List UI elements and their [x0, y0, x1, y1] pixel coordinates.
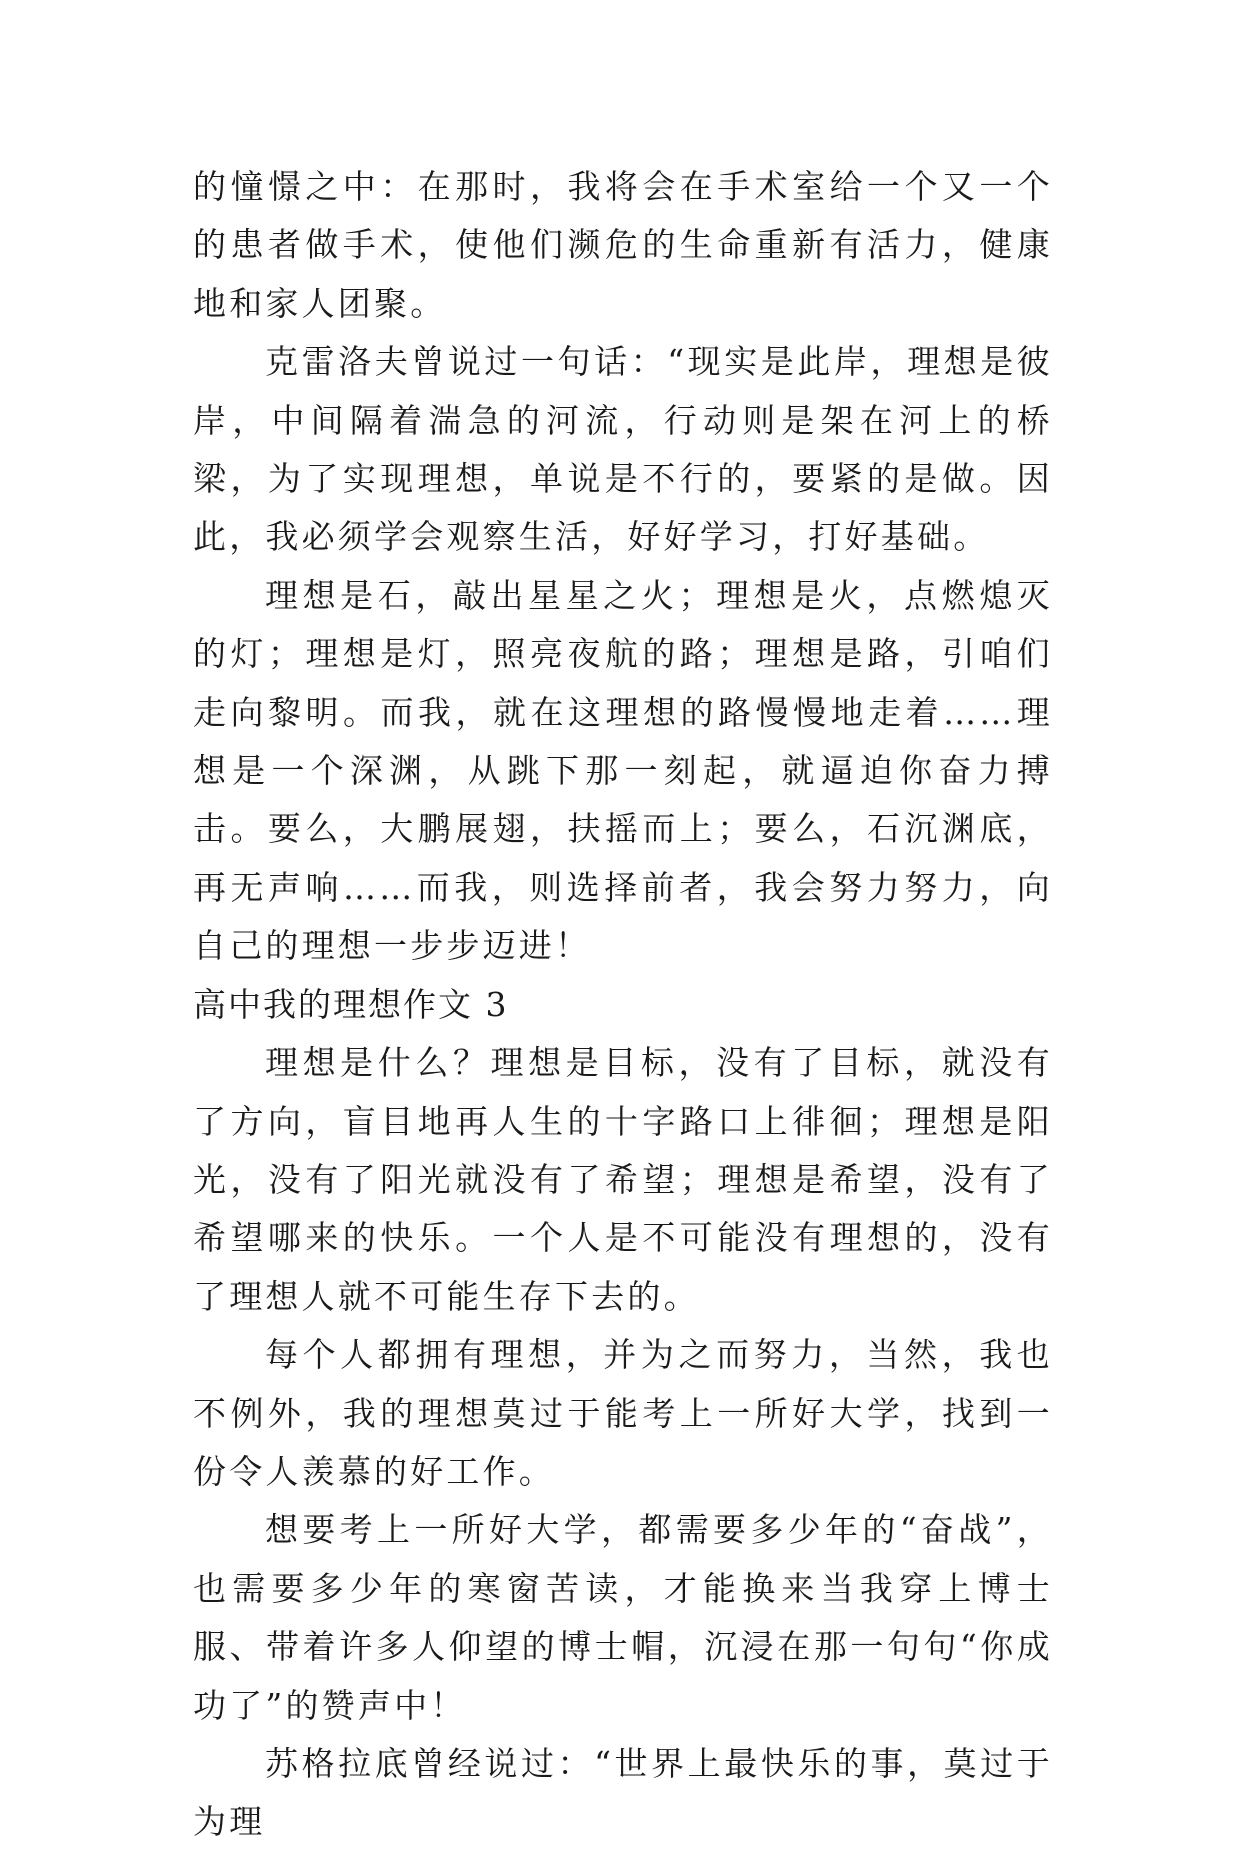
section-title: 高中我的理想作文 3 [193, 984, 509, 1024]
paragraph-2: 克雷洛夫曾说过一句话：“现实是此岸，理想是彼岸，中间隔着湍急的河流，行动则是架在河上的桥梁，为了实现理想，单说是不行的，要紧的是做。因此，我必须学会观察生活，好好学习，打好基础。 [193, 342, 1053, 557]
paragraph-6: 想要考上一所好大学，都需要多少年的“奋战”，也需要多少年的寒窗苦读，才能换来当我穿上博士服、带着许多人仰望的博士帽，沉浸在那一句句“你成功了”的赞声中！ [193, 1510, 1053, 1725]
paragraph-7: 苏格拉底曾经说过：“世界上最快乐的事，莫过于为理 [193, 1743, 1053, 1842]
paragraph-1: 的憧憬之中：在那时，我将会在手术室给一个又一个的患者做手术，使他们濒危的生命重新有活力，健康地和家人团聚。 [193, 167, 1053, 323]
paragraph-3: 理想是石，敲出星星之火；理想是火，点燃熄灭的灯；理想是灯，照亮夜航的路；理想是路，引咱们走向黎明。而我，就在这理想的路慢慢地走着……理想是一个深渊，从跳下那一刻起，就逼迫你奋力搏击。要么，大鹏展翅，扶摇而上；要么，石沉渊底，再无声响……而我，则选择前者，我会努力努力，向自己的理想一步步迈进！ [193, 575, 1053, 966]
document-body [193, 158, 1053, 1852]
paragraph-4: 理想是什么？理想是目标，没有了目标，就没有了方向，盲目地再人生的十字路口上徘徊；理想是阳光，没有了阳光就没有了希望；理想是希望，没有了希望哪来的快乐。一个人是不可能没有理想的，没有了理想人就不可能生存下去的。 [193, 1043, 1053, 1316]
paragraph-5: 每个人都拥有理想，并为之而努力，当然，我也不例外，我的理想莫过于能考上一所好大学，找到一份令人羡慕的好工作。 [193, 1335, 1053, 1491]
